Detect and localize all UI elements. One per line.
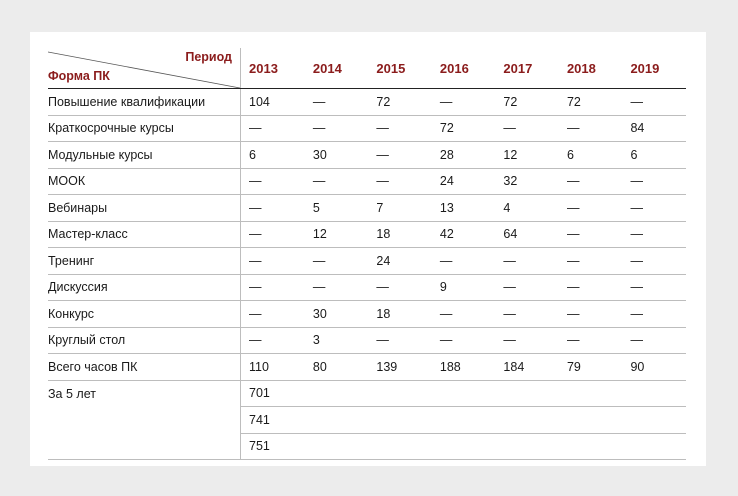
table-cell: 90 bbox=[622, 354, 686, 381]
table-row bbox=[48, 248, 686, 275]
table-cell: 80 bbox=[305, 354, 369, 381]
table-cell: 30 bbox=[305, 301, 369, 328]
table-cell: — bbox=[622, 89, 686, 116]
total-row bbox=[48, 354, 686, 381]
table-cell: — bbox=[559, 115, 623, 142]
table-cell: — bbox=[305, 274, 369, 301]
table-cell: 4 bbox=[495, 195, 559, 222]
table-cell: 12 bbox=[305, 221, 369, 248]
five-years-row bbox=[48, 380, 686, 407]
table-cell: 72 bbox=[432, 115, 496, 142]
table-cell: 42 bbox=[432, 221, 496, 248]
table-cell: — bbox=[241, 168, 305, 195]
table-cell: — bbox=[622, 195, 686, 222]
table-cell: 72 bbox=[495, 89, 559, 116]
year-header: 2014 bbox=[305, 48, 369, 89]
table-cell: — bbox=[559, 301, 623, 328]
table-row bbox=[48, 221, 686, 248]
table-cell: 741 bbox=[241, 407, 305, 434]
table-row bbox=[48, 195, 686, 222]
empty-cell bbox=[305, 380, 686, 407]
period-label: Период bbox=[185, 50, 232, 64]
table-cell: — bbox=[432, 327, 496, 354]
table-row bbox=[48, 274, 686, 301]
table-cell: 72 bbox=[559, 89, 623, 116]
table-cell: 24 bbox=[432, 168, 496, 195]
table-cell: 110 bbox=[241, 354, 305, 381]
pk-hours-table bbox=[48, 48, 686, 460]
table-cell: — bbox=[241, 195, 305, 222]
table-cell: — bbox=[241, 248, 305, 275]
year-header: 2018 bbox=[559, 48, 623, 89]
table-cell: — bbox=[368, 274, 432, 301]
row-label: Вебинары bbox=[48, 195, 241, 222]
table-cell: — bbox=[241, 274, 305, 301]
empty-cell bbox=[305, 433, 686, 460]
table-card bbox=[30, 32, 706, 466]
table-cell: — bbox=[622, 301, 686, 328]
row-label: МООК bbox=[48, 168, 241, 195]
row-label: Тренинг bbox=[48, 248, 241, 275]
table-cell: — bbox=[495, 327, 559, 354]
table-cell: 6 bbox=[622, 142, 686, 169]
table-cell: — bbox=[559, 195, 623, 222]
table-cell: 139 bbox=[368, 354, 432, 381]
table-row bbox=[48, 115, 686, 142]
corner-header-cell bbox=[48, 48, 241, 89]
table-cell: — bbox=[368, 327, 432, 354]
table-cell: 6 bbox=[559, 142, 623, 169]
table-cell: 701 bbox=[241, 380, 305, 407]
table-cell: — bbox=[622, 274, 686, 301]
table-cell: 5 bbox=[305, 195, 369, 222]
table-cell: — bbox=[305, 168, 369, 195]
table-cell: — bbox=[559, 274, 623, 301]
table-cell: — bbox=[368, 115, 432, 142]
year-header: 2015 bbox=[368, 48, 432, 89]
table-cell: — bbox=[241, 115, 305, 142]
table-row bbox=[48, 168, 686, 195]
table-row bbox=[48, 142, 686, 169]
table-cell: — bbox=[495, 115, 559, 142]
table-cell: 9 bbox=[432, 274, 496, 301]
table-cell: — bbox=[432, 248, 496, 275]
table-cell: 24 bbox=[368, 248, 432, 275]
year-header: 2017 bbox=[495, 48, 559, 89]
table-cell: — bbox=[368, 142, 432, 169]
table-cell: 18 bbox=[368, 301, 432, 328]
row-label: Всего часов ПК bbox=[48, 354, 241, 381]
table-cell: — bbox=[241, 301, 305, 328]
table-cell: — bbox=[559, 248, 623, 275]
table-cell: 188 bbox=[432, 354, 496, 381]
table-cell: — bbox=[622, 248, 686, 275]
table-cell: — bbox=[495, 274, 559, 301]
table-cell: 184 bbox=[495, 354, 559, 381]
table-cell: 751 bbox=[241, 433, 305, 460]
row-label: Конкурс bbox=[48, 301, 241, 328]
form-label: Форма ПК bbox=[48, 69, 110, 83]
table-cell: — bbox=[305, 89, 369, 116]
table-cell: — bbox=[432, 89, 496, 116]
row-label: Дискуссия bbox=[48, 274, 241, 301]
table-cell: 64 bbox=[495, 221, 559, 248]
table-cell: 3 bbox=[305, 327, 369, 354]
row-label: Модульные курсы bbox=[48, 142, 241, 169]
table-cell: — bbox=[622, 327, 686, 354]
table-body bbox=[48, 89, 686, 460]
table-cell: — bbox=[559, 168, 623, 195]
table-cell: — bbox=[495, 301, 559, 328]
table-cell: — bbox=[495, 248, 559, 275]
table-cell: 72 bbox=[368, 89, 432, 116]
table-cell: — bbox=[241, 221, 305, 248]
year-header: 2013 bbox=[241, 48, 305, 89]
table-cell: — bbox=[559, 221, 623, 248]
empty-cell bbox=[305, 407, 686, 434]
table-cell: 84 bbox=[622, 115, 686, 142]
year-header: 2016 bbox=[432, 48, 496, 89]
table-row bbox=[48, 89, 686, 116]
table-cell: — bbox=[432, 301, 496, 328]
table-cell: — bbox=[305, 248, 369, 275]
table-cell: 7 bbox=[368, 195, 432, 222]
row-label: Краткосрочные курсы bbox=[48, 115, 241, 142]
table-cell: — bbox=[622, 168, 686, 195]
table-cell: — bbox=[622, 221, 686, 248]
table-cell: — bbox=[368, 168, 432, 195]
table-cell: 79 bbox=[559, 354, 623, 381]
table-cell: 32 bbox=[495, 168, 559, 195]
year-header: 2019 bbox=[622, 48, 686, 89]
table-row bbox=[48, 301, 686, 328]
row-label: Повышение квалификации bbox=[48, 89, 241, 116]
table-cell: 6 bbox=[241, 142, 305, 169]
table-cell: 13 bbox=[432, 195, 496, 222]
table-cell: 18 bbox=[368, 221, 432, 248]
header-row bbox=[48, 48, 686, 89]
table-cell: 12 bbox=[495, 142, 559, 169]
table-cell: 104 bbox=[241, 89, 305, 116]
row-label: Круглый стол bbox=[48, 327, 241, 354]
table-cell: 30 bbox=[305, 142, 369, 169]
table-cell: — bbox=[305, 115, 369, 142]
table-cell: 28 bbox=[432, 142, 496, 169]
row-label: Мастер-класс bbox=[48, 221, 241, 248]
table-row bbox=[48, 327, 686, 354]
row-label: За 5 лет bbox=[48, 380, 241, 460]
table-cell: — bbox=[559, 327, 623, 354]
table-cell: — bbox=[241, 327, 305, 354]
